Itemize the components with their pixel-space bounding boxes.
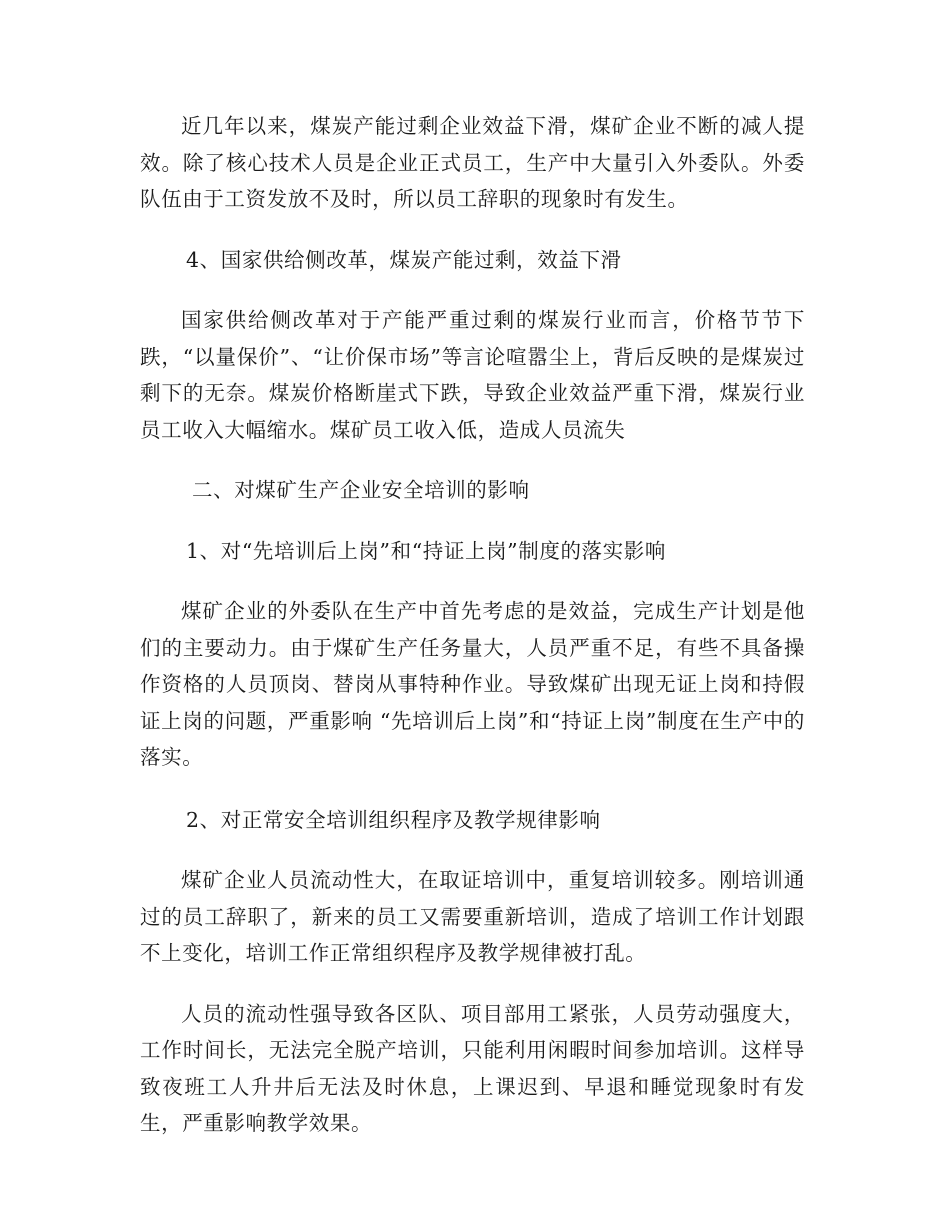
paragraph-staff-turnover-intro: 近几年以来，煤炭产能过剩企业效益下滑，煤矿企业不断的减人提效。除了核心技术人员是企业正式员工，生产中大量引入外委队。外委队伍由于工资发放不及时，所以员工辞职的现象时有发生。 [140,114,805,211]
paragraph-certification-impact: 煤矿企业的外委队在生产中首先考虑的是效益，完成生产计划是他们的主要动力。由于煤矿生产任务量大，人员严重不足，有些不具备操作资格的人员顶岗、替岗从事特种作业。导致煤矿出现无证上岗和持假证上岗的问题，严重影响 “先培训后上岗”和“持证上岗”制度在生产中的落实。 [140,599,805,769]
paragraph-supply-side-reform: 国家供给侧改革对于产能严重过剩的煤炭行业而言，价格节节下跌，“以量保价”、“让价保市场”等言论喧嚣尘上，背后反映的是煤炭过剩下的无奈。煤炭价格断崖式下跌，导致企业效益严重下滑，煤炭行业员工收入大幅缩水。煤矿员工收入低，造成人员流失 [140,308,805,442]
heading-supply-side-reform: 4、国家供给侧改革，煤炭产能过剩，效益下滑 [186,247,622,272]
document-page [140,108,805,1142]
paragraph-repeated-training: 煤矿企业人员流动性大，在取证培训中，重复培训较多。刚培训通过的员工辞职了，新来的员工又需要重新培训，造成了培训工作计划跟不上变化，培训工作正常组织程序及教学规律被打乱。 [140,868,805,965]
heading-certification-impact: 1、对“先培训后上岗”和“持证上岗”制度的落实影响 [186,538,666,563]
paragraph-labor-intensity: 人员的流动性强导致各区队、项目部用工紧张，人员劳动强度大，工作时间长，无法完全脱产培训，只能利用闲暇时间参加培训。这样导致夜班工人升井后无法及时休息，上课迟到、早退和睡觉现象时有发生，严重影响教学效果。 [140,1001,805,1135]
heading-training-procedure-impact: 2、对正常安全培训组织程序及教学规律影响 [186,807,601,832]
heading-section-two: 二、对煤矿生产企业安全培训的影响 [192,478,530,502]
